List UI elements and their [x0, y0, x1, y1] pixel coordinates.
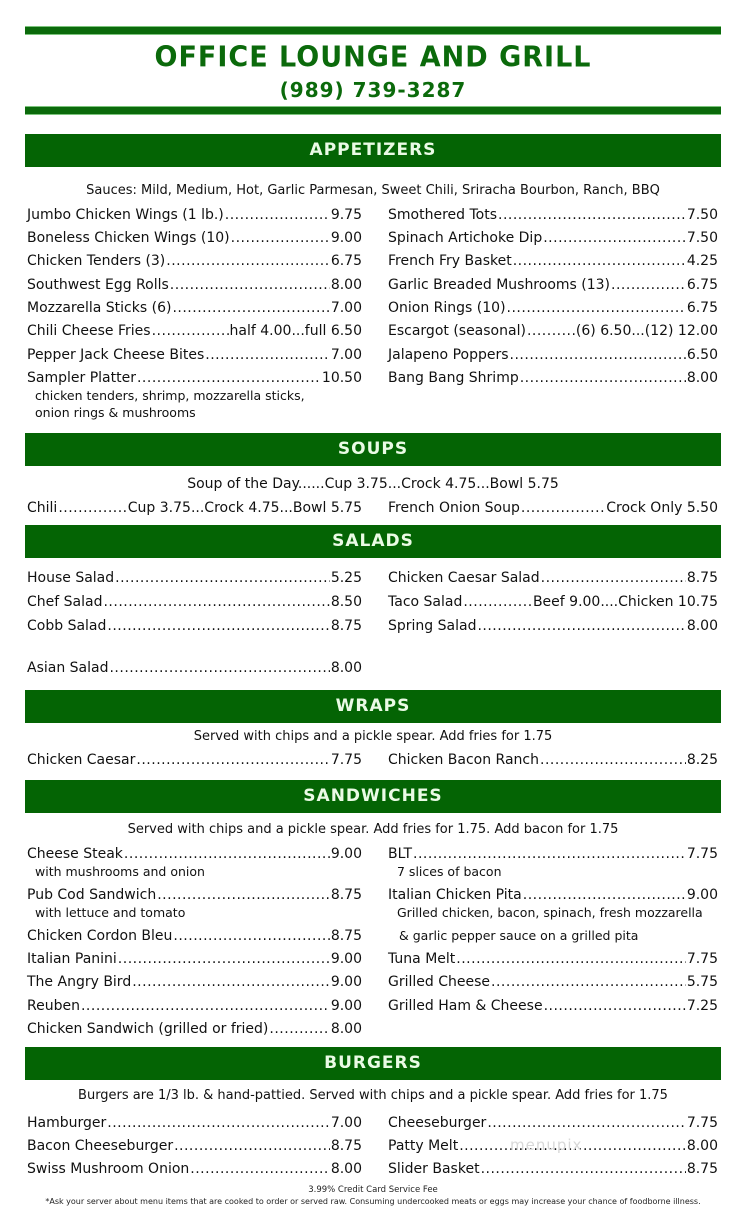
item-price: 9.00	[330, 974, 362, 990]
menu-item	[27, 972, 362, 992]
item-name: Italian Chicken Pita	[388, 887, 522, 903]
menu-item	[388, 996, 718, 1016]
item-price: 7.50	[686, 230, 718, 246]
item-name: Jalapeno Poppers	[388, 347, 509, 363]
menu-item	[27, 321, 362, 341]
soup-of-the-day: Soup of the Day......Cup 3.75...Crock 4.75...Bowl 5.75	[187, 476, 559, 492]
food-safety-disclaimer: *Ask your server about menu items that are cooked to order or served raw. Consuming undercooked meats or eggs may increase your chance of foodborne illness.	[45, 1197, 701, 1206]
leader-dots	[225, 205, 330, 225]
section-heading-wraps: WRAPS	[25, 690, 721, 723]
item-name: Boneless Chicken Wings (10)	[27, 230, 230, 246]
leader-dots	[520, 368, 686, 388]
leader-dots	[231, 228, 330, 248]
section-heading-soups: SOUPS	[25, 433, 721, 466]
menu-item	[27, 750, 362, 770]
item-price: (6) 6.50...(12) 12.00	[575, 323, 718, 339]
leader-dots	[152, 321, 229, 341]
item-name: BLT	[388, 846, 413, 862]
menu-item	[27, 1136, 362, 1156]
leader-dots	[205, 345, 330, 365]
item-name: Grilled Ham & Cheese	[388, 998, 543, 1014]
leader-dots	[166, 251, 330, 271]
menu-item	[388, 345, 718, 365]
item-price: 7.75	[686, 1115, 718, 1131]
item-price: 9.00	[330, 998, 362, 1014]
wraps-note: Served with chips and a pickle spear. Add fries for 1.75	[193, 729, 553, 744]
item-price: 7.75	[330, 752, 362, 768]
item-name: Italian Panini	[27, 951, 117, 967]
item-price: 8.00	[330, 277, 362, 293]
menu-item	[27, 1113, 362, 1133]
item-price: 8.25	[686, 752, 718, 768]
item-name: Bang Bang Shrimp	[388, 370, 519, 386]
leader-dots	[269, 1019, 329, 1039]
item-price: 8.50	[330, 594, 362, 610]
menu-item	[27, 1159, 362, 1179]
restaurant-phone: (989) 739-3287	[279, 78, 467, 102]
item-name: Sampler Platter	[27, 370, 136, 386]
leader-dots	[107, 1113, 330, 1133]
item-price: 7.25	[686, 998, 718, 1014]
item-description: & garlic pepper sauce on a grilled pita	[399, 928, 639, 943]
item-description: chicken tenders, shrimp, mozzarella sticks,	[35, 388, 305, 403]
leader-dots	[498, 205, 686, 225]
leader-dots	[477, 616, 685, 636]
watermark: menupix	[510, 1136, 583, 1154]
leader-dots	[540, 750, 686, 770]
leader-dots	[521, 498, 605, 518]
leader-dots	[510, 345, 686, 365]
item-price: 10.50	[321, 370, 362, 386]
menu-item	[27, 885, 362, 905]
item-name: Chicken Caesar	[27, 752, 136, 768]
menu-item	[27, 345, 362, 365]
menu-item	[27, 275, 362, 295]
menu-item	[388, 885, 718, 905]
section-heading-appetizers: APPETIZERS	[25, 134, 721, 167]
item-price: 7.50	[686, 207, 718, 223]
item-price: 8.75	[330, 618, 362, 634]
menu-item	[388, 844, 718, 864]
menu-item	[388, 592, 718, 612]
leader-dots	[81, 996, 330, 1016]
menu-item	[27, 592, 362, 612]
leader-dots	[491, 972, 686, 992]
menu-item	[388, 298, 718, 318]
leader-dots	[132, 972, 330, 992]
item-price: Crock Only 5.50	[606, 500, 718, 516]
item-name: Southwest Egg Rolls	[27, 277, 169, 293]
leader-dots	[507, 298, 686, 318]
item-price: 7.00	[330, 347, 362, 363]
item-name: Chili	[27, 500, 58, 516]
menu-item	[388, 1113, 718, 1133]
item-price: 8.75	[686, 1161, 718, 1177]
menu-item	[27, 844, 362, 864]
leader-dots	[544, 996, 686, 1016]
item-name: Taco Salad	[388, 594, 463, 610]
menu-item	[27, 298, 362, 318]
menu-item	[27, 228, 362, 248]
menu-item	[27, 498, 362, 518]
item-description: with mushrooms and onion	[35, 864, 205, 879]
menu-item	[27, 205, 362, 225]
item-name: Bacon Cheeseburger	[27, 1138, 174, 1154]
menu-item	[388, 568, 718, 588]
item-name: Swiss Mushroom Onion	[27, 1161, 190, 1177]
leader-dots	[413, 844, 686, 864]
item-name: Cheese Steak	[27, 846, 123, 862]
leader-dots	[115, 568, 330, 588]
item-name: Slider Basket	[388, 1161, 480, 1177]
section-heading-burgers: BURGERS	[25, 1047, 721, 1080]
item-price: 9.00	[686, 887, 718, 903]
item-description: with lettuce and tomato	[35, 905, 186, 920]
item-name: Reuben	[27, 998, 80, 1014]
item-name: Smothered Tots	[388, 207, 497, 223]
item-name: French Onion Soup	[388, 500, 520, 516]
item-price: Cup 3.75...Crock 4.75...Bowl 5.75	[127, 500, 362, 516]
menu-item	[27, 949, 362, 969]
leader-dots	[107, 616, 329, 636]
item-price: 6.75	[686, 300, 718, 316]
item-price: 7.00	[330, 300, 362, 316]
leader-dots	[137, 368, 321, 388]
credit-card-fee: 3.99% Credit Card Service Fee	[308, 1185, 438, 1195]
item-name: Grilled Cheese	[388, 974, 491, 990]
item-price: 9.00	[330, 846, 362, 862]
item-price: 8.00	[330, 1021, 362, 1037]
menu-item	[27, 568, 362, 588]
bottom-rule	[25, 107, 721, 114]
item-name: Spinach Artichoke Dip	[388, 230, 543, 246]
item-price: half 4.00...full 6.50	[229, 323, 362, 339]
item-name: Chili Cheese Fries	[27, 323, 151, 339]
section-heading-salads: SALADS	[25, 525, 721, 558]
item-name: Spring Salad	[388, 618, 477, 634]
item-price: 8.00	[686, 618, 718, 634]
leader-dots	[190, 1159, 330, 1179]
item-price: 8.00	[330, 1161, 362, 1177]
item-name: Mozzarella Sticks (6)	[27, 300, 172, 316]
menu-item	[27, 926, 362, 946]
item-name: Chicken Tenders (3)	[27, 253, 166, 269]
menu-item	[27, 616, 362, 636]
leader-dots	[481, 1159, 686, 1179]
menu-item	[388, 616, 718, 636]
item-name: French Fry Basket	[388, 253, 512, 269]
item-name: Asian Salad	[27, 660, 109, 676]
leader-dots	[523, 885, 686, 905]
leader-dots	[513, 251, 686, 271]
leader-dots	[173, 926, 329, 946]
leader-dots	[103, 592, 329, 612]
burgers-note: Burgers are 1/3 lb. & hand-pattied. Served with chips and a pickle spear. Add fries for 1.75	[78, 1088, 668, 1103]
item-name: Cobb Salad	[27, 618, 107, 634]
item-price: 4.25	[686, 253, 718, 269]
menu-item	[27, 1019, 362, 1039]
menu-item	[388, 251, 718, 271]
item-price: 9.75	[330, 207, 362, 223]
item-name: Cheeseburger	[388, 1115, 487, 1131]
menu-item	[388, 498, 718, 518]
menu-item	[27, 658, 362, 678]
leader-dots	[463, 592, 532, 612]
item-description: 7 slices of bacon	[397, 864, 502, 879]
menu-item	[388, 949, 718, 969]
section-heading-sandwiches: SANDWICHES	[25, 780, 721, 813]
leader-dots	[172, 298, 329, 318]
top-rule	[25, 27, 721, 34]
leader-dots	[456, 949, 686, 969]
item-price: 5.75	[686, 974, 718, 990]
item-name: House Salad	[27, 570, 115, 586]
sandwiches-note: Served with chips and a pickle spear. Add fries for 1.75. Add bacon for 1.75	[127, 822, 619, 837]
leader-dots	[487, 1113, 686, 1133]
leader-dots	[541, 568, 686, 588]
leader-dots	[118, 949, 330, 969]
menu-item	[27, 996, 362, 1016]
item-price: 5.25	[330, 570, 362, 586]
item-price: 7.75	[686, 951, 718, 967]
menu-item	[388, 972, 718, 992]
leader-dots	[157, 885, 330, 905]
item-price: 9.00	[330, 230, 362, 246]
menu-item	[388, 750, 718, 770]
item-name: Chicken Bacon Ranch	[388, 752, 539, 768]
item-name: Tuna Melt	[388, 951, 456, 967]
item-name: Chicken Caesar Salad	[388, 570, 540, 586]
sauces-note: Sauces: Mild, Medium, Hot, Garlic Parmesan, Sweet Chili, Sriracha Bourbon, Ranch, BBQ	[86, 183, 660, 198]
item-description: Grilled chicken, bacon, spinach, fresh mozzarella	[397, 905, 703, 920]
item-price: 8.00	[686, 370, 718, 386]
item-price: 7.75	[686, 846, 718, 862]
leader-dots	[174, 1136, 330, 1156]
item-name: Pub Cod Sandwich	[27, 887, 157, 903]
leader-dots	[136, 750, 329, 770]
item-name: Chicken Sandwich (grilled or fried)	[27, 1021, 269, 1037]
item-price: 8.75	[330, 1138, 362, 1154]
item-name: Chef Salad	[27, 594, 103, 610]
leader-dots	[527, 321, 575, 341]
item-price: 6.50	[686, 347, 718, 363]
menu-item	[388, 1159, 718, 1179]
menu-item	[388, 321, 718, 341]
item-name: Hamburger	[27, 1115, 107, 1131]
item-price: 8.00	[330, 660, 362, 676]
item-name: Pepper Jack Cheese Bites	[27, 347, 205, 363]
item-name: Jumbo Chicken Wings (1 lb.)	[27, 207, 224, 223]
leader-dots	[109, 658, 329, 678]
leader-dots	[58, 498, 126, 518]
leader-dots	[543, 228, 686, 248]
item-price: 7.00	[330, 1115, 362, 1131]
item-name: Patty Melt	[388, 1138, 459, 1154]
item-price: 8.75	[686, 570, 718, 586]
item-price: 8.75	[330, 887, 362, 903]
leader-dots	[170, 275, 330, 295]
item-name: The Angry Bird	[27, 974, 132, 990]
item-name: Onion Rings (10)	[388, 300, 506, 316]
item-price: 6.75	[330, 253, 362, 269]
item-price: 9.00	[330, 951, 362, 967]
item-price: Beef 9.00....Chicken 10.75	[532, 594, 718, 610]
item-price: 8.00	[686, 1138, 718, 1154]
item-name: Chicken Cordon Bleu	[27, 928, 173, 944]
menu-item	[388, 228, 718, 248]
menu-item	[27, 251, 362, 271]
menu-item	[388, 275, 718, 295]
item-name: Garlic Breaded Mushrooms (13)	[388, 277, 611, 293]
item-name: Escargot (seasonal)	[388, 323, 526, 339]
menu-item	[27, 368, 362, 388]
item-description: onion rings & mushrooms	[35, 405, 196, 420]
item-price: 6.75	[686, 277, 718, 293]
leader-dots	[611, 275, 686, 295]
menu-item	[388, 368, 718, 388]
leader-dots	[124, 844, 330, 864]
menu-item	[388, 205, 718, 225]
restaurant-title: OFFICE LOUNGE AND GRILL	[154, 41, 592, 74]
item-price: 8.75	[330, 928, 362, 944]
